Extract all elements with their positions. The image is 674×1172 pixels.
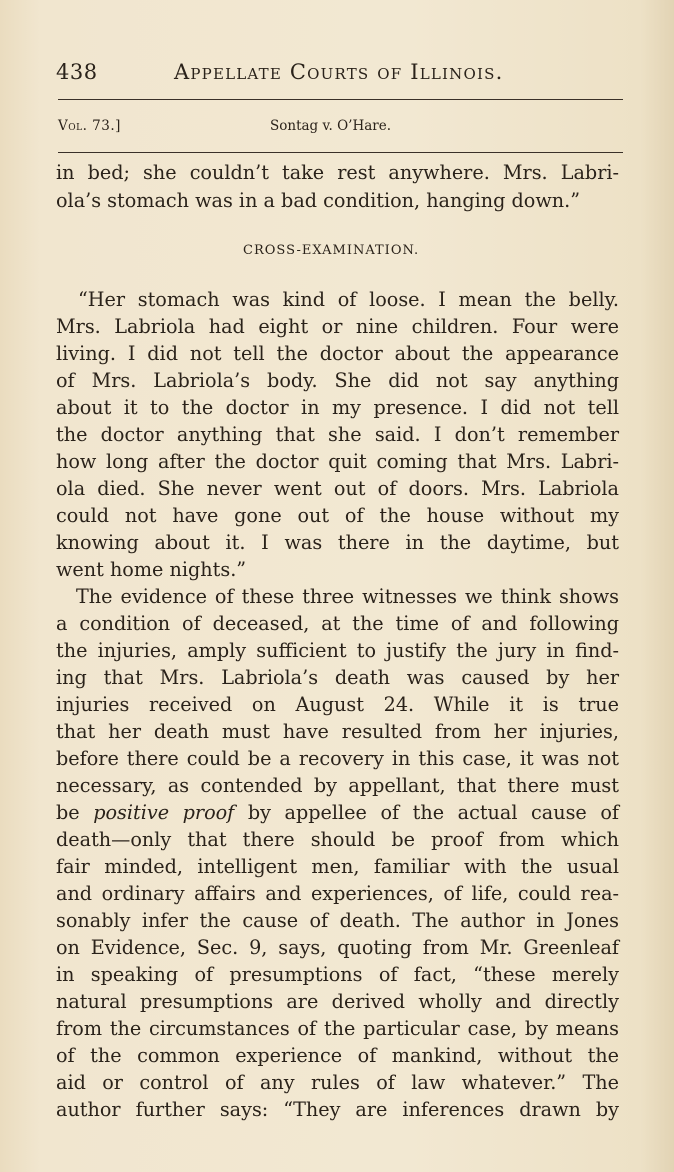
- text-line: of Mrs. Labriola’s body. She did not say anything: [56, 369, 619, 392]
- running-title: Appellate Courts of Illinois.: [174, 60, 504, 84]
- text-line: the injuries, amply sufficient to justify the jury in find-: [56, 639, 619, 662]
- text-line: necessary, as contended by appellant, that there must: [56, 774, 619, 797]
- text-line: living. I did not tell the doctor about the appearance: [56, 342, 619, 365]
- text-line: The evidence of these three witnesses we think shows: [76, 585, 619, 608]
- text-line: aid or control of any rules of law whatever.” The: [56, 1071, 619, 1094]
- text-line: before there could be a recovery in this case, it was not: [56, 747, 619, 770]
- text-line: the doctor anything that she said. I don’t remember: [56, 423, 619, 446]
- text-line: that her death must have resulted from her injuries,: [56, 720, 619, 743]
- page-number: 438: [56, 60, 98, 84]
- section-heading: CROSS-EXAMINATION.: [243, 243, 420, 258]
- text-line: “Her stomach was kind of loose. I mean the belly.: [78, 288, 619, 311]
- text-line: ola’s stomach was in a bad condition, hanging down.”: [56, 189, 581, 212]
- header-rule-top: [58, 99, 623, 100]
- text-line: death—only that there should be proof from which: [56, 828, 619, 851]
- case-subheader: [58, 118, 623, 140]
- italic-phrase: positive proof: [93, 801, 235, 824]
- text-line: about it to the doctor in my presence. I did not tell: [56, 396, 619, 419]
- volume-label: Vol. 73.]: [58, 118, 121, 134]
- page-header: [56, 60, 626, 90]
- text-line: a condition of deceased, at the time of and following: [56, 612, 619, 635]
- header-rule-bottom: [58, 152, 623, 153]
- text-line: fair minded, intelligent men, familiar with the usual: [56, 855, 619, 878]
- text-line: in speaking of presumptions of fact, “these merely: [56, 963, 619, 986]
- text-line: knowing about it. I was there in the daytime, but: [56, 531, 619, 554]
- text-line: injuries received on August 24. While it is true: [56, 693, 619, 716]
- text-line: ola died. She never went out of doors. Mrs. Labriola: [56, 477, 619, 500]
- text-line: could not have gone out of the house without my: [56, 504, 619, 527]
- text-line-with-italic: [56, 799, 619, 826]
- text-line: and ordinary affairs and experiences, of life, could rea-: [56, 882, 619, 905]
- text-line: went home nights.”: [56, 558, 247, 581]
- text-line: sonably infer the cause of death. The author in Jones: [56, 909, 619, 932]
- text-line: from the circumstances of the particular case, by means: [56, 1017, 619, 1040]
- text-line: Mrs. Labriola had eight or nine children. Four were: [56, 315, 619, 338]
- case-name: Sontag v. O’Hare.: [270, 118, 391, 134]
- text-line: natural presumptions are derived wholly and directly: [56, 990, 619, 1013]
- text-line: in bed; she couldn’t take rest anywhere. Mrs. Labri-: [56, 161, 619, 184]
- text-line: on Evidence, Sec. 9, says, quoting from Mr. Greenleaf: [56, 936, 619, 959]
- text-segment: be: [56, 801, 80, 824]
- text-line: of the common experience of mankind, without the: [56, 1044, 619, 1067]
- text-segment: by appellee of the actual cause of: [247, 801, 619, 824]
- text-line: ing that Mrs. Labriola’s death was caused by her: [56, 666, 619, 689]
- text-line: author further says: “They are inferences drawn by: [56, 1098, 619, 1121]
- text-line: how long after the doctor quit coming that Mrs. Labri-: [56, 450, 619, 473]
